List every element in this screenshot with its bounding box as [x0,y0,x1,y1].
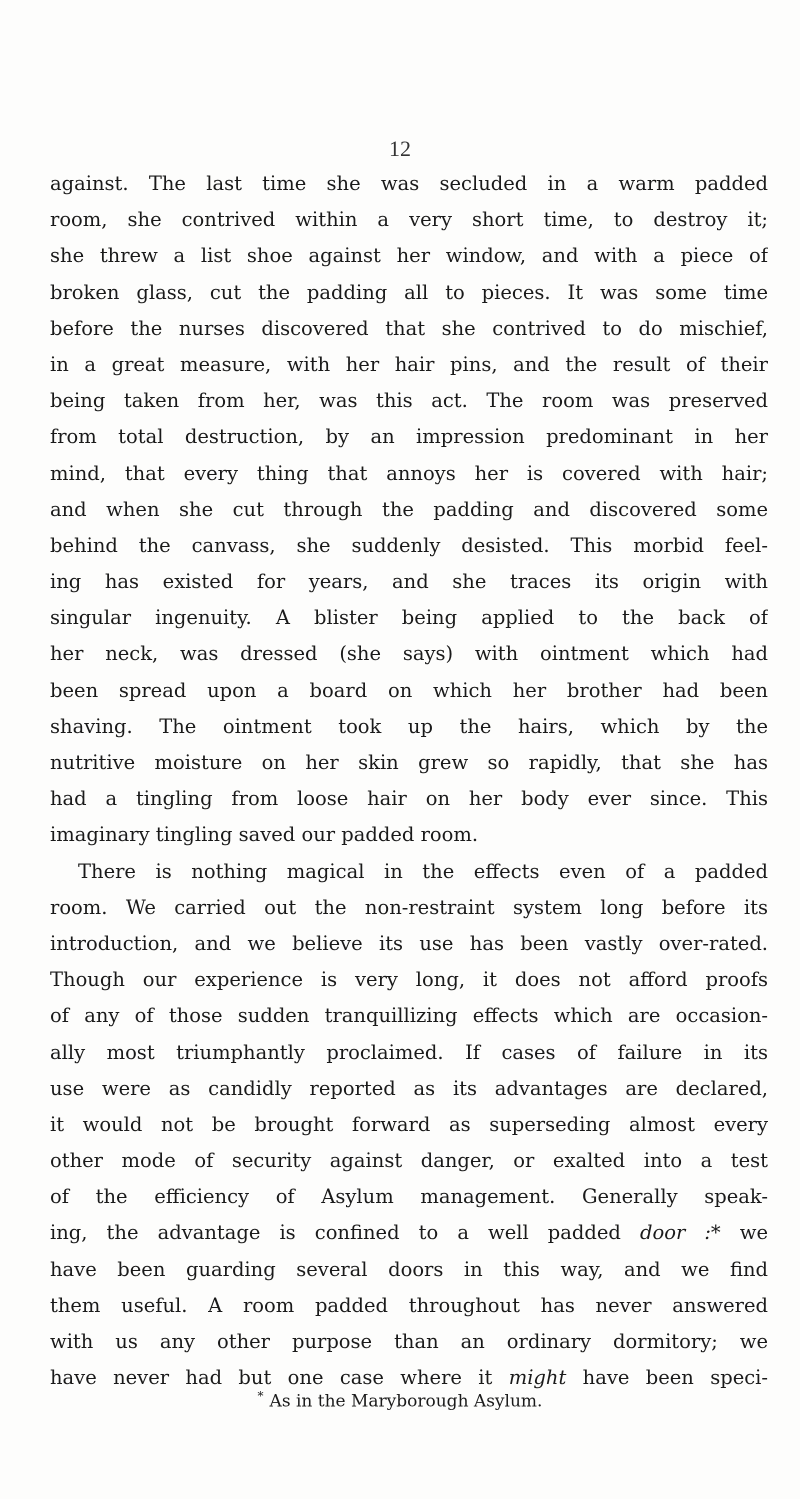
text-segment: have never had but one case where it [50,1366,509,1390]
text-segment: shaving. The ointment took up the hairs, which by the [50,714,768,738]
text-line [50,275,768,311]
text-segment: her neck, was dressed (she says) with ointment which had [50,642,768,666]
text-line [50,383,768,419]
text-line [50,600,768,636]
text-segment: against. The last time she was secluded in a warm padded [50,172,768,195]
text-segment: it would not be brought forward as superseding almost every [50,1112,768,1136]
text-segment: them useful. A room padded throughout has never answered [50,1293,768,1317]
text-line [50,745,768,781]
text-line [50,1215,768,1251]
text-segment: There is nothing magical in the effects even of a padded [78,859,768,883]
footnote-text: As in the Maryborough Asylum. [269,1391,543,1412]
text-line [50,1288,768,1324]
text-segment: have been guarding several doors in this way, and we find [50,1257,768,1281]
text-line [50,890,768,926]
text-line [50,1035,768,1071]
text-segment: ing has existed for years, and she traces its origin with [50,570,768,594]
text-segment: nutritive moisture on her skin grew so rapidly, that she has [50,751,768,774]
text-line [50,166,768,202]
footnote-mark: * [257,1389,264,1403]
text-line [50,238,768,274]
text-segment: with us any other purpose than an ordinary dormitory; we [50,1330,768,1353]
text-segment: ing, the advantage is confined to a well padded [50,1221,640,1245]
text-segment: in a great measure, with her hair pins, and the result of their [50,352,768,376]
text-segment: mind, that every thing that annoys her is covered with hair; [50,461,768,485]
text-line [50,456,768,492]
text-segment: she threw a list shoe against her window, and with a piece of [50,244,768,268]
text-line [50,854,768,890]
text-line [50,636,768,672]
text-segment: other mode of security against danger, or exalted into a test [50,1149,768,1173]
page-number: 12 [389,136,411,161]
body-text [50,166,768,1396]
text-line [50,1143,768,1179]
text-line [50,1107,768,1143]
text-line [50,709,768,745]
text-line [50,492,768,528]
text-line [50,962,768,998]
footnote [0,1389,800,1412]
text-line [50,673,768,709]
text-line [50,347,768,383]
text-segment: have been speci- [566,1366,768,1390]
text-segment: singular ingenuity. A blister being applied to the back of [50,606,768,630]
text-line [50,1252,768,1288]
text-segment: been spread upon a board on which her brother had been [50,678,768,702]
text-segment: use were as candidly reported as its advantages are declared, [50,1076,768,1100]
text-segment: before the nurses discovered that she contrived to do mischief, [50,316,768,340]
text-line [50,817,768,853]
text-segment: behind the canvass, she suddenly desisted. This morbid feel- [50,533,768,557]
text-segment: Though our experience is very long, it does not afford proofs [50,968,768,992]
text-line [50,926,768,962]
text-line [50,202,768,238]
text-segment: we [720,1221,768,1245]
text-line [50,528,768,564]
text-segment: room. We carried out the non-restraint system long before its [50,895,768,919]
text-segment: being taken from her, was this act. The room was preserved [50,389,768,413]
text-segment: had a tingling from loose hair on her body ever since. This [50,787,768,811]
text-line [50,419,768,455]
text-segment: broken glass, cut the padding all to pieces. It was some time [50,280,768,304]
italic-text: might [508,1366,567,1390]
text-segment: of any of those sudden tranquillizing effects which are occasion- [50,1004,768,1028]
text-line [50,1071,768,1107]
text-line [50,1179,768,1215]
text-segment: of the efficiency of Asylum management. Generally speak- [50,1185,768,1209]
text-line [50,564,768,600]
text-segment: imaginary tingling saved our padded room. [50,823,479,847]
text-segment: and when she cut through the padding and discovered some [50,497,768,521]
text-segment: ally most triumphantly proclaimed. If cases of failure in its [50,1040,768,1064]
text-segment: from total destruction, by an impression predominant in her [50,425,768,449]
text-segment: room, she contrived within a very short time, to destroy it; [50,208,768,232]
text-segment: introduction, and we believe its use has been vastly over-rated. [50,931,768,955]
text-line [50,311,768,347]
text-line [50,998,768,1034]
italic-text: door :* [640,1221,721,1245]
text-line [50,781,768,817]
text-line [50,1324,768,1360]
